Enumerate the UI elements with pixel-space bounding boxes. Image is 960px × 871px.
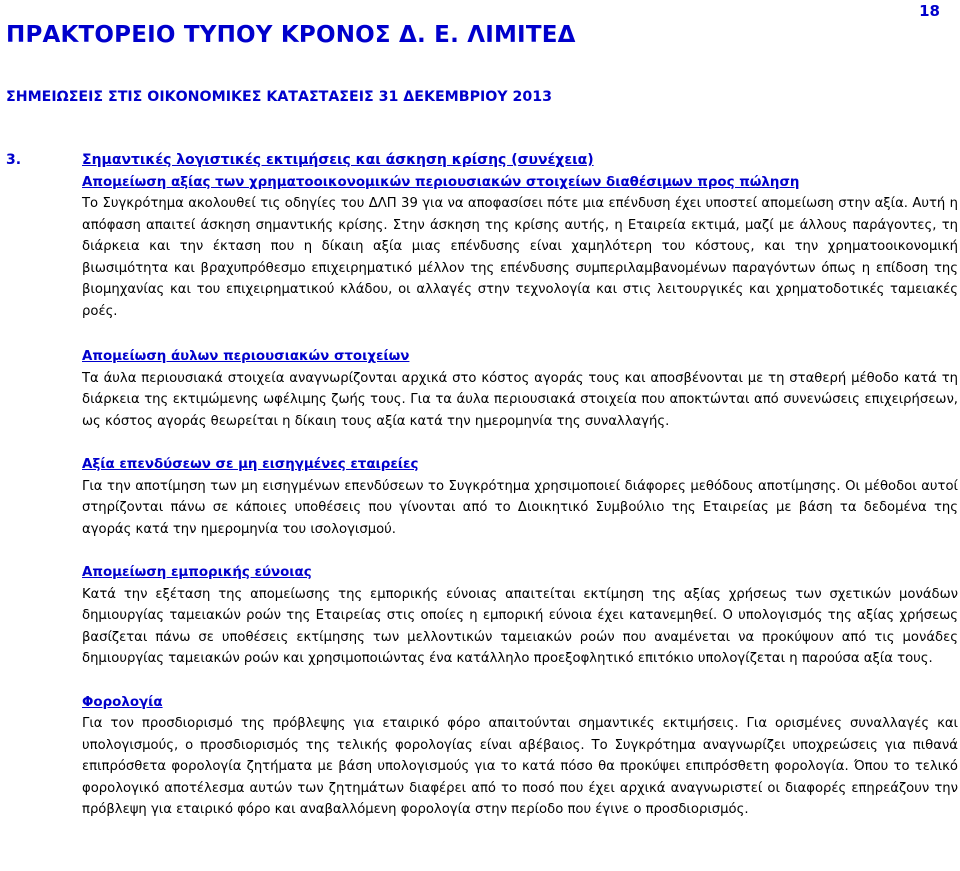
subsection-heading-unlisted: Αξία επενδύσεων σε μη εισηγμένες εταιρείες [82, 457, 419, 472]
document-subtitle: ΣΗΜΕΙΩΣΕΙΣ ΣΤΙΣ ΟΙΚΟΝΟΜΙΚΕΣ ΚΑΤΑΣΤΑΣΕΙΣ 31 ΔΕΚΕΜΒΡΙΟΥ 2013 [6, 89, 553, 105]
notes-content [6, 150, 958, 843]
subsection-heading-intangibles: Απομείωση άυλων περιουσιακών στοιχείων [82, 349, 410, 364]
section-title: Σημαντικές λογιστικές εκτιμήσεις και άσκηση κρίσης (συνέχεια) [82, 152, 594, 168]
page-number: 18 [919, 2, 940, 20]
subsection-unlisted-investments [82, 454, 958, 540]
company-title: ΠΡΑΚΤΟΡΕΙΟ ΤΥΠΟΥ ΚΡΟΝΟΣ Δ. Ε. ΛΙΜΙΤΕΔ [6, 22, 576, 48]
subsection-heading-afs-impairment: Απομείωση αξίας των χρηματοοικονομικών περιουσιακών στοιχείων διαθέσιμων προς πώληση [82, 174, 800, 190]
subsection-goodwill [82, 562, 958, 670]
subsection-intangibles [82, 346, 958, 432]
section-3 [6, 150, 958, 322]
subsection-text-taxation: Για τον προσδιορισμό της πρόβλεψης για εταιρικό φόρο απαιτούνται σημαντικές εκτιμήσεις. Για ορισμένες συναλλαγές και υπολογισμούς, ο προσδιορισμός της τελικής φορολογίας είναι αβέβαιος. Το Συγκρότημα αναγνωρίζει υποχρεώσεις για πιθανά επιπρόσθετα φορολογία ζητήματα με βάση υπολογισμούς για το κατά πόσο θα προκύψει επιπρόσθετη φορολογία. Όπου το τελικό φορολογικό αποτέλεσμα αυτών των ζητημάτων διαφέρει από το ποσό που έχει αρχικά αναγνωριστεί οι διαφορές επηρεάζουν την πρόβλεψη για εταιρικό φόρο και αναβαλλόμενη φορολογία στην περίοδο που έγινε ο προσδιορισμός. [82, 716, 958, 817]
subsection-text-intangibles: Τα άυλα περιουσιακά στοιχεία αναγνωρίζονται αρχικά στο κόστος αγοράς τους και αποσβένονται με τη σταθερή μέθοδο κατά τη διάρκεια της εκτιμώμενης ωφέλιμης ζωής τους. Για τα άυλα περιουσιακά στοιχεία που αποκτώνται από συνενώσεις επιχειρήσεων, ως κόστος αγοράς θεωρείται η δίκαιη τους αξία κατά την ημερομηνία της συναλλαγής. [82, 370, 958, 429]
subsection-text-goodwill: Κατά την εξέταση της απομείωσης της εμπορικής εύνοιας απαιτείται εκτίμηση της αξίας χρήσεως των σχετικών μονάδων δημιουργίας ταμειακών ροών της Εταιρείας στις οποίες η εμπορική εύνοια έχει κατανεμηθεί. Ο υπολογισμός της αξίας χρήσεως βασίζεται πάνω σε υποθέσεις εκτίμησης των μελλοντικών ταμειακών ροών που αναμένεται να προκύψουν από τις μονάδες δημιουργίας ταμειακών ροών και χρησιμοποιώντας ένα κατάλληλο προεξοφλητικό επιτόκιο υπολογίζεται η παρούσα αξία τους. [82, 586, 958, 666]
subsection-text-unlisted: Για την αποτίμηση των μη εισηγμένων επενδύσεων το Συγκρότημα χρησιμοποιεί διάφορες μεθόδους αποτίμησης. Οι μέθοδοι αυτοί στηρίζονται πάνω σε κάποιες υποθέσεις που γίνονται από το Διοικητικό Συμβούλιο της Εταιρείας με βάση τα δεδομένα της αγοράς κατά την ημερομηνία του ισολογισμού. [82, 478, 958, 537]
section-number: 3. [6, 152, 22, 168]
subsection-taxation [82, 692, 958, 821]
subsection-heading-goodwill: Απομείωση εμπορικής εύνοιας [82, 565, 312, 580]
subsection-text-afs-impairment: Το Συγκρότημα ακολουθεί τις οδηγίες του ΔΛΠ 39 για να αποφασίσει πότε μια επένδυση έχει υποστεί απομείωση στην αξία. Αυτή η απόφαση απαιτεί άσκηση σημαντικής κρίσης. Στην άσκηση της κρίσης αυτής, η Εταιρεία εκτιμά, μαζί με άλλους παράγοντες, τη διάρκεια και την έκταση που η δίκαιη αξία μιας επένδυσης είναι χαμηλότερη του κόστους, και την χρηματοοικονομική βιωσιμότητα και βραχυπρόθεσμο επιχειρηματικό μέλλον της επένδυσης συμπεριλαμβανομένων παραγόντων όπως η επίδοση της βιομηχανίας και του επιχειρηματικού κλάδου, οι αλλαγές στην τεχνολογία και στις λειτουργικές και χρηματοδοτικές ταμειακές ροές. [82, 196, 958, 319]
subsection-heading-taxation: Φορολογία [82, 694, 163, 710]
